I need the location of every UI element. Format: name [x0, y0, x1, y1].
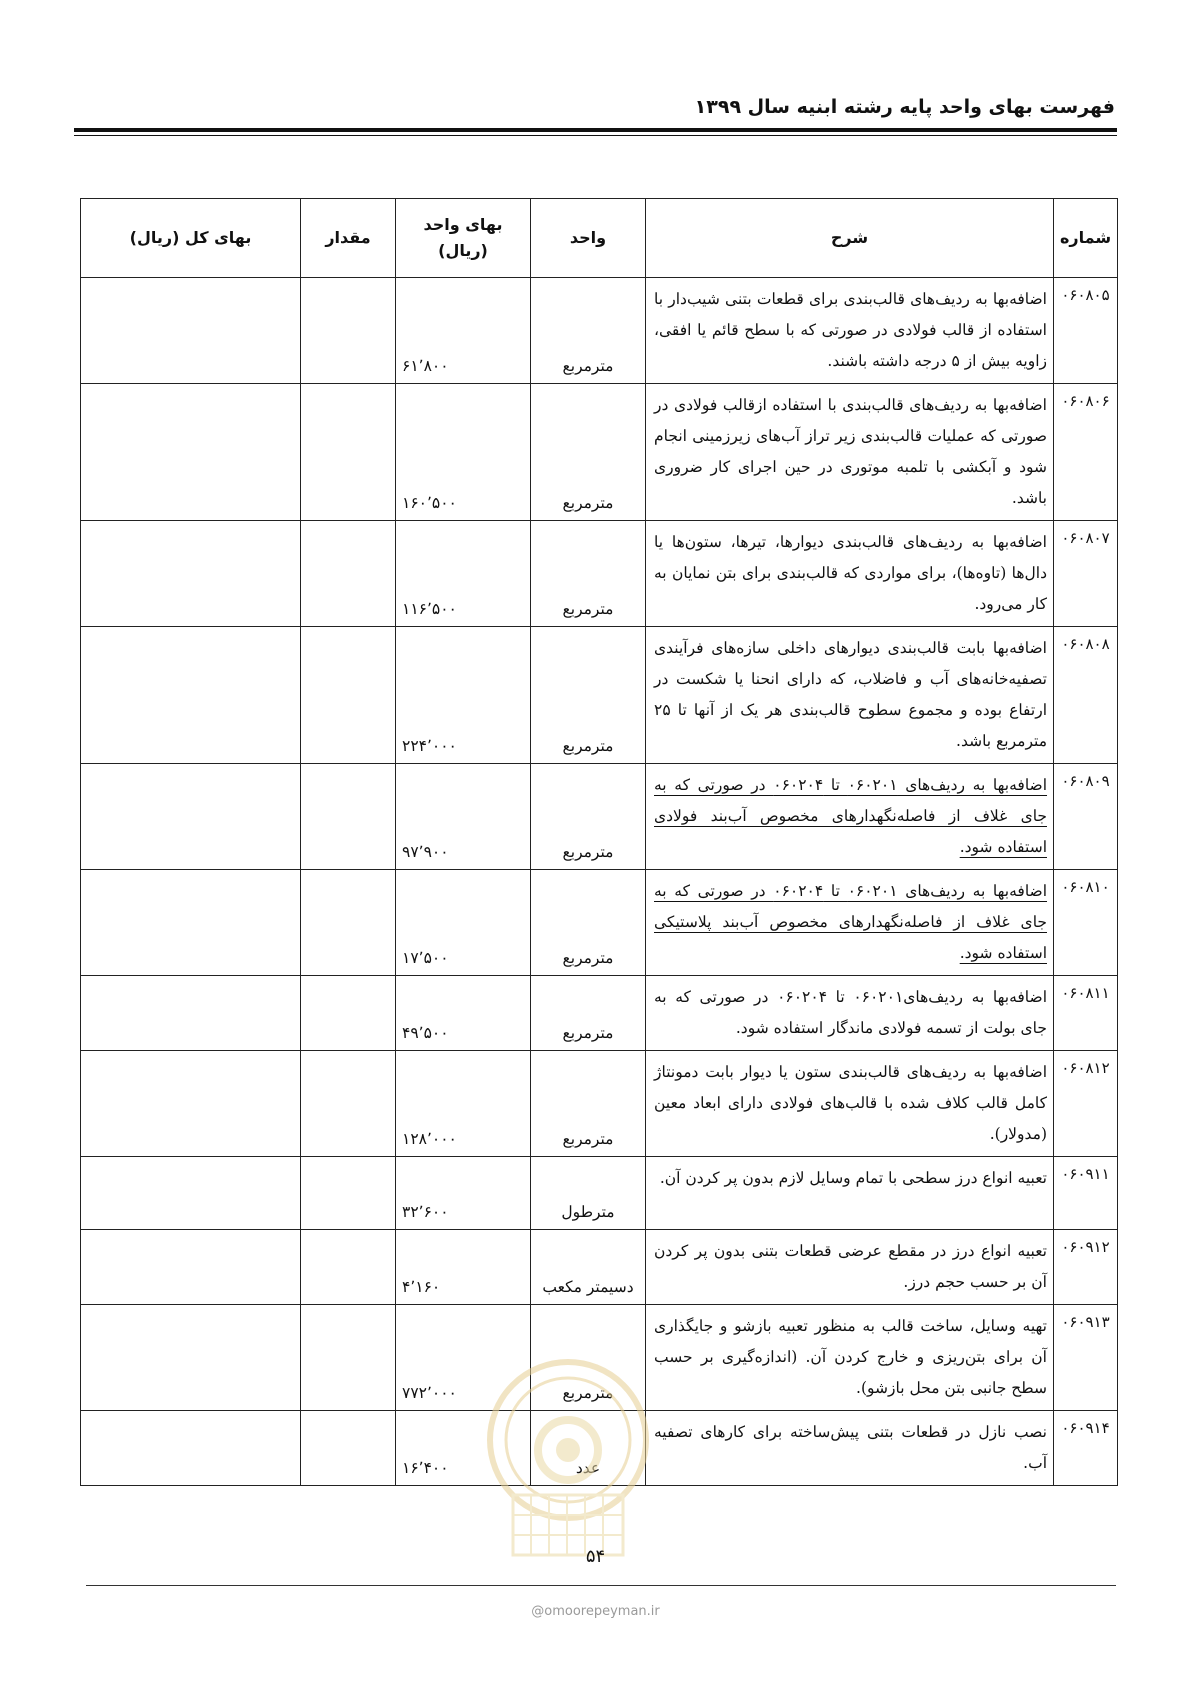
item-number: ۰۶۰۹۱۱ [1054, 1157, 1118, 1230]
item-description-text: تهیه وسایل، ساخت قالب به منظور تعبیه بازشو و جایگذاری آن برای بتن‌ریزی و خارج کردن آن. (اندازه‌گیری بر حسب سطح جانبی بتن محل بازشو). [654, 1317, 1047, 1397]
item-unit-price: ۱۱۶٬۵۰۰ [396, 521, 531, 627]
watermark-seal-logo [483, 1355, 653, 1565]
table-header-row [81, 199, 1118, 278]
item-total-price [81, 870, 301, 976]
item-description-text: اضافه‌بها به ردیف‌های قالب‌بندی با استفاده ازقالب فولادی در صورتی که عملیات قالب‌بندی زیر تراز آب‌های زیرزمینی انجام شود و آبکشی با تلمبه موتوری در حین اجرای کار ضروری باشد. [654, 396, 1047, 507]
header-unit-price-label: بهای واحد [423, 215, 503, 235]
header-rule-thick [74, 128, 1117, 132]
table-row [81, 1051, 1118, 1157]
unit-price-table [80, 198, 1118, 1486]
item-number: ۰۶۰۸۱۰ [1054, 870, 1118, 976]
table-row [81, 384, 1118, 521]
header-number: شماره [1054, 199, 1118, 278]
item-description [646, 976, 1054, 1051]
item-quantity [301, 1051, 396, 1157]
item-description-text: اضافه‌بها بابت قالب‌بندی دیوارهای داخلی سازه‌های فرآیندی تصفیه‌خانه‌های آب و فاضلاب، که دارای انحنا یا شکست در ارتفاع بوده و مجموع سطوح قالب‌بندی هر یک از آنها تا ۲۵ مترمربع باشد. [654, 639, 1047, 750]
header-quantity: مقدار [301, 199, 396, 278]
item-total-price [81, 764, 301, 870]
item-unit-price: ۳۲٬۶۰۰ [396, 1157, 531, 1230]
item-quantity [301, 278, 396, 384]
item-total-price [81, 1230, 301, 1305]
item-quantity [301, 1157, 396, 1230]
item-number: ۰۶۰۸۱۱ [1054, 976, 1118, 1051]
item-total-price [81, 278, 301, 384]
item-description-text: اضافه‌بها به ردیف‌های قالب‌بندی برای قطعات بتنی شیب‌دار با استفاده از قالب فولادی در صورتی که با سطح قائم یا افقی، زاویه بیش از ۵ درجه داشته باشند. [654, 290, 1047, 370]
item-unit-price: ۹۷٬۹۰۰ [396, 764, 531, 870]
item-unit: مترمربع [531, 521, 646, 627]
item-total-price [81, 1157, 301, 1230]
item-total-price [81, 1411, 301, 1486]
item-unit-price: ۴٬۱۶۰ [396, 1230, 531, 1305]
item-number: ۰۶۰۹۱۲ [1054, 1230, 1118, 1305]
table-row [81, 764, 1118, 870]
item-unit: مترمربع [531, 764, 646, 870]
table-row [81, 521, 1118, 627]
item-description [646, 1051, 1054, 1157]
item-total-price [81, 976, 301, 1051]
item-unit: مترمربع [531, 1051, 646, 1157]
item-total-price [81, 521, 301, 627]
item-unit: مترمربع [531, 384, 646, 521]
item-description [646, 1230, 1054, 1305]
item-description [646, 278, 1054, 384]
item-number: ۰۶۰۸۰۷ [1054, 521, 1118, 627]
item-description-text: تعبیه انواع درز در مقطع عرضی قطعات بتنی بدون پر کردن آن بر حسب حجم درز. [654, 1242, 1047, 1291]
item-description [646, 870, 1054, 976]
item-unit: مترمربع [531, 870, 646, 976]
item-quantity [301, 384, 396, 521]
item-unit: مترمربع [531, 976, 646, 1051]
item-description [646, 627, 1054, 764]
item-quantity [301, 976, 396, 1051]
document-title: فهرست بهای واحد پایه رشته ابنیه سال ۱۳۹۹ [694, 96, 1115, 118]
item-description [646, 1411, 1054, 1486]
item-total-price [81, 627, 301, 764]
item-description-text: اضافه‌بها به ردیف‌های قالب‌بندی دیوارها، تیرها، ستون‌ها یا دال‌ها (تاوه‌ها)، برای مواردی که قالب‌بندی برای بتن نمایان به کار می‌رود. [654, 533, 1047, 613]
header-rule-thin [74, 135, 1117, 136]
item-description-text: نصب نازل در قطعات بتنی پیش‌ساخته برای کارهای تصفیه آب. [654, 1423, 1047, 1472]
item-unit-price: ۱۲۸٬۰۰۰ [396, 1051, 531, 1157]
header-total-price: بهای کل (ریال) [81, 199, 301, 278]
table-row [81, 1230, 1118, 1305]
item-total-price [81, 1051, 301, 1157]
item-unit-price: ۴۹٬۵۰۰ [396, 976, 531, 1051]
table-row [81, 627, 1118, 764]
item-unit-price: ۱۶۰٬۵۰۰ [396, 384, 531, 521]
item-quantity [301, 521, 396, 627]
table-row [81, 278, 1118, 384]
item-unit-price: ۲۲۴٬۰۰۰ [396, 627, 531, 764]
item-description-text: تعبیه انواع درز سطحی با تمام وسایل لازم بدون پر کردن آن. [659, 1169, 1047, 1187]
header-unit: واحد [531, 199, 646, 278]
item-description-text: اضافه‌بها به ردیف‌های ۰۶۰۲۰۱ تا ۰۶۰۲۰۴ در صورتی که به جای غلاف از فاصله‌نگهدارهای مخصوص آب‌بند فولادی استفاده شود. [654, 776, 1048, 856]
item-quantity [301, 870, 396, 976]
item-number: ۰۶۰۸۰۵ [1054, 278, 1118, 384]
item-unit: مترمربع [531, 1305, 646, 1411]
table-row [81, 1157, 1118, 1230]
item-number: ۰۶۰۸۰۹ [1054, 764, 1118, 870]
page-number: ۵۴ [585, 1546, 606, 1567]
item-unit-price: ۶۱٬۸۰۰ [396, 278, 531, 384]
item-number: ۰۶۰۸۰۸ [1054, 627, 1118, 764]
item-description [646, 521, 1054, 627]
item-quantity [301, 764, 396, 870]
item-description [646, 1305, 1054, 1411]
table-row [81, 870, 1118, 976]
header-description: شرح [646, 199, 1054, 278]
item-description [646, 384, 1054, 521]
header-unit-price [396, 199, 531, 278]
footer-rule [86, 1585, 1116, 1586]
item-description [646, 1157, 1054, 1230]
item-description [646, 764, 1054, 870]
item-number: ۰۶۰۹۱۳ [1054, 1305, 1118, 1411]
item-unit: عدد [531, 1411, 646, 1486]
item-quantity [301, 1230, 396, 1305]
item-quantity [301, 627, 396, 764]
item-quantity [301, 1305, 396, 1411]
item-number: ۰۶۰۸۱۲ [1054, 1051, 1118, 1157]
table-row [81, 976, 1118, 1051]
item-unit-price: ۱۶٬۴۰۰ [396, 1411, 531, 1486]
item-unit-price: ۱۷٬۵۰۰ [396, 870, 531, 976]
item-description-text: اضافه‌بها به ردیف‌های قالب‌بندی ستون یا دیوار بابت دمونتاژ کامل قالب کلاف شده با قالب‌های فولادی دارای ابعاد معین (مدولار). [654, 1063, 1047, 1143]
item-unit: دسیمتر مکعب [531, 1230, 646, 1305]
item-unit-price: ۷۷۲٬۰۰۰ [396, 1305, 531, 1411]
item-total-price [81, 384, 301, 521]
item-unit: مترمربع [531, 627, 646, 764]
watermark-url: @omoorepeyman.ir [531, 1604, 660, 1619]
header-unit-price-currency: (ریال) [438, 241, 488, 260]
item-total-price [81, 1305, 301, 1411]
item-description-text: اضافه‌بها به ردیف‌های۰۶۰۲۰۱ تا ۰۶۰۲۰۴ در صورتی که به جای بولت از تسمه فولادی ماندگار استفاده شود. [654, 988, 1047, 1037]
item-unit: مترطول [531, 1157, 646, 1230]
item-number: ۰۶۰۹۱۴ [1054, 1411, 1118, 1486]
item-quantity [301, 1411, 396, 1486]
item-unit: مترمربع [531, 278, 646, 384]
item-number: ۰۶۰۸۰۶ [1054, 384, 1118, 521]
item-description-text: اضافه‌بها به ردیف‌های ۰۶۰۲۰۱ تا ۰۶۰۲۰۴ در صورتی که به جای غلاف از فاصله‌نگهدارهای مخصوص آب‌بند پلاستیکی استفاده شود. [654, 882, 1048, 962]
